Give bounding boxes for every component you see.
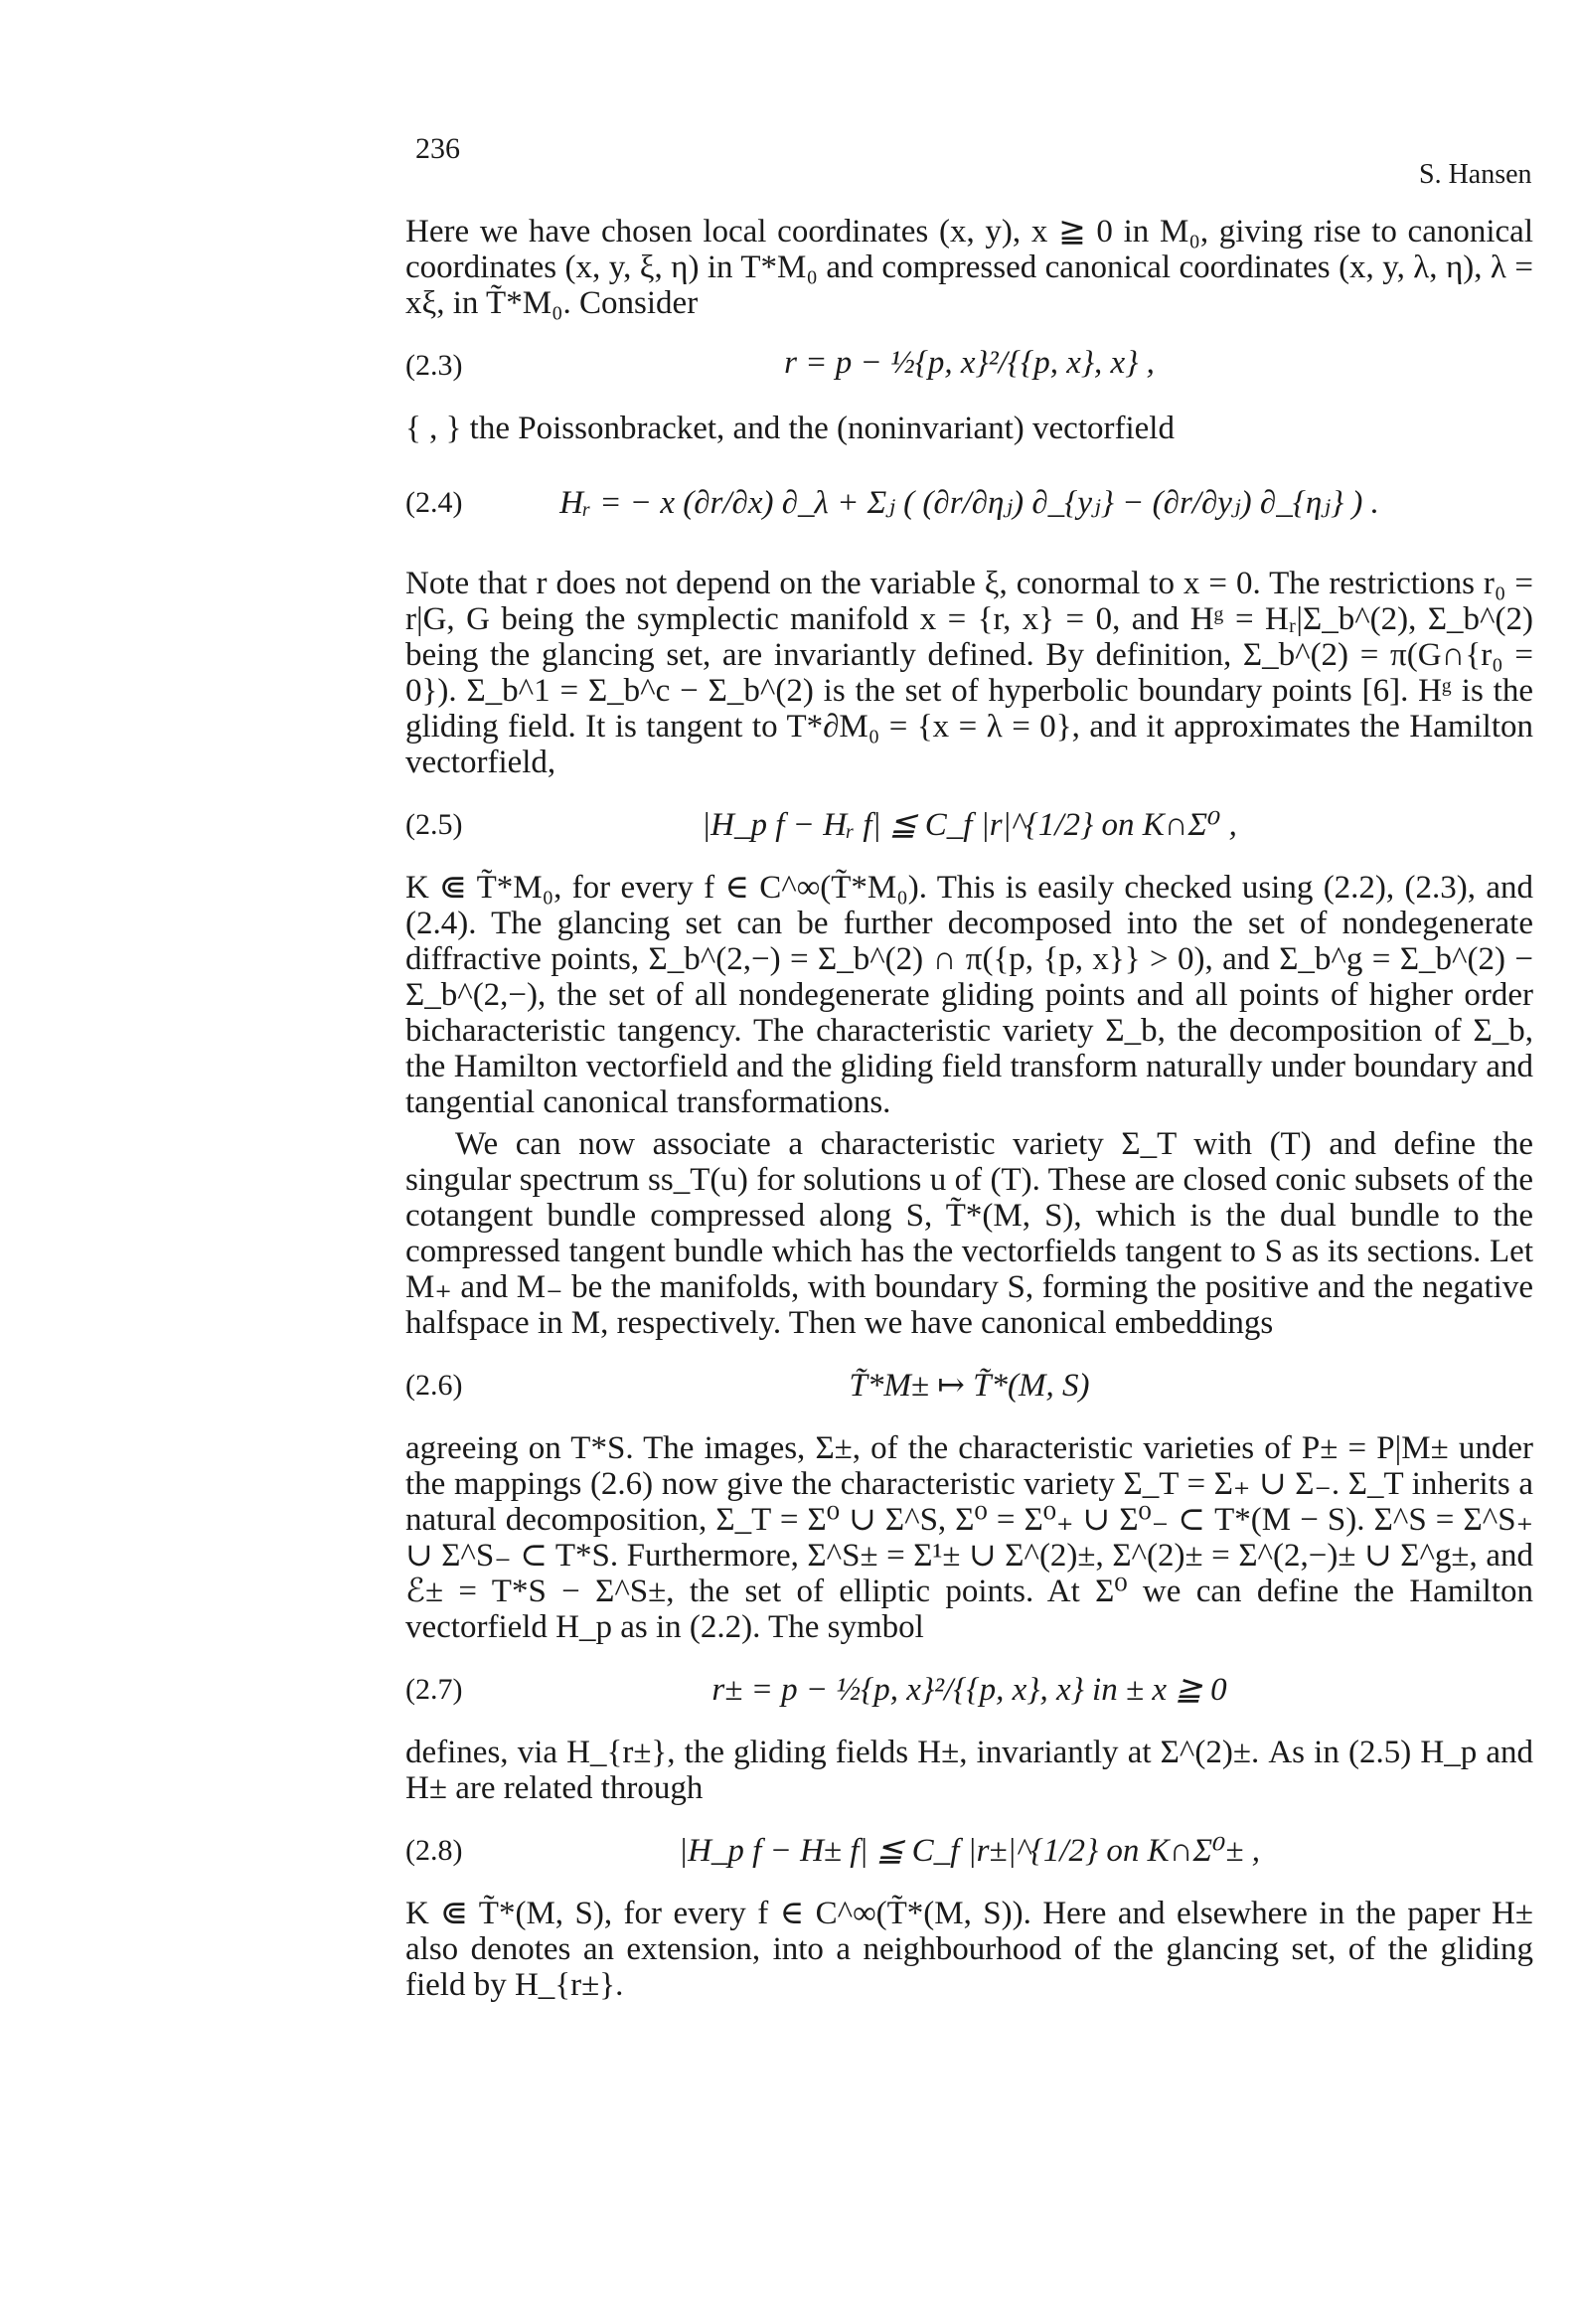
equation-2-3 (405, 331, 1533, 401)
paragraph: Note that r does not depend on the variable ξ, conormal to x = 0. The restrictions r₀ = r|G, G being the symplectic manifold x = {r, x} = 0, and Hᵍ = Hᵣ|Σ_b^(2), Σ_b^(2) being the glancing set, are invariantly defined. By definition, Σ_b^(2) = π(G∩{r₀ = 0}). Σ_b^1 = Σ_b^c − Σ_b^(2) is the set of hyperbolic boundary points [6]. Hᵍ is the gliding field. It is tangent to T*∂M₀ = {x = λ = 0}, and it approximates the Hamilton vectorfield, (405, 566, 1533, 780)
paragraph: agreeing on T*S. The images, Σ±, of the characteristic varieties of P± = P|M± under the mappings (2.6) now give the characteristic variety Σ_T = Σ₊ ∪ Σ₋. Σ_T inherits a natural decomposition, Σ_T = Σ⁰ ∪ Σ^S, Σ⁰ = Σ⁰₊ ∪ Σ⁰₋ ⊂ T*(M − S). Σ^S = Σ^S₊ ∪ Σ^S₋ ⊂ T*S. Furthermore, Σ^S± = Σ¹± ∪ Σ^(2)±, Σ^(2)± = Σ^(2,−)± ∪ Σ^g±, and ℰ± = T*S − Σ^S±, the set of elliptic points. At Σ⁰ we can define the Hamilton vectorfield H_p as in (2.2). The symbol (405, 1430, 1533, 1645)
equation-number: (2.7) (405, 1673, 463, 1706)
paragraph: { , } the Poissonbracket, and the (noninvariant) vectorfield (405, 411, 1175, 446)
equation-number: (2.4) (405, 486, 463, 519)
paragraph: Here we have chosen local coordinates (x, y), x ≧ 0 in M₀, giving rise to canonical coordinates (x, y, ξ, η) in T*M₀ and compressed canonical coordinates (x, y, λ, η), λ = xξ, in T̃*M₀. Consider (405, 214, 1533, 321)
equation-2-4 (405, 456, 1533, 556)
paragraph: defines, via H_{r±}, the gliding fields H±, invariantly at Σ^(2)±. As in (2.5) H_p and H± are related through (405, 1735, 1533, 1806)
equation-number: (2.5) (405, 808, 463, 841)
main-text (405, 214, 1533, 2003)
equation-body: |H_p f − Hᵣ f| ≦ C_f |r|^{1/2} on K∩Σ⁰ , (702, 807, 1237, 843)
paragraph: K ⋐ T̃*(M, S), for every f ∈ C^∞(T̃*(M, S)). Here and elsewhere in the paper H± also denotes an extension, into a neighbourhood of the glancing set, of the gliding field by H_{r±}. (405, 1896, 1533, 2003)
equation-2-5 (405, 790, 1533, 860)
running-header-author: S. Hansen (1419, 159, 1532, 190)
equation-body: T̃*M± ↦ T̃*(M, S) (849, 1368, 1090, 1404)
equation-number: (2.8) (405, 1834, 463, 1867)
equation-body: r± = p − ½{p, x}²/{{p, x}, x} in ± x ≧ 0 (711, 1672, 1227, 1708)
paragraph: We can now associate a characteristic variety Σ_T with (T) and define the singular spectrum ss_T(u) for solutions u of (T). These are closed conic subsets of the cotangent bundle compressed along S, T̃*(M, S), which is the dual bundle to the compressed tangent bundle which has the vectorfields tangent to S as its sections. Let M₊ and M₋ be the manifolds, with boundary S, forming the positive and the negative halfspace in M, respectively. Then we have canonical embeddings (405, 1126, 1533, 1341)
equation-body: r = p − ½{p, x}²/{{p, x}, x} , (784, 345, 1155, 381)
equation-number: (2.6) (405, 1369, 463, 1402)
page-number: 236 (415, 132, 460, 165)
equation-number: (2.3) (405, 349, 463, 382)
equation-2-6 (405, 1351, 1533, 1420)
equation-body: |H_p f − H± f| ≦ C_f |r±|^{1/2} on K∩Σ⁰± , (679, 1833, 1260, 1869)
equation-2-7 (405, 1655, 1533, 1725)
paragraph: K ⋐ T̃*M₀, for every f ∈ C^∞(T̃*M₀). This is easily checked using (2.2), (2.3), and (2.4). The glancing set can be further decomposed into the set of nondegenerate diffractive points, Σ_b^(2,−) = Σ_b^(2) ∩ π({p, {p, x}} > 0), and Σ_b^g = Σ_b^(2) − Σ_b^(2,−), the set of all nondegenerate gliding points and all points of higher order bicharacteristic tangency. The characteristic variety Σ_b, the decomposition of Σ_b, the Hamilton vectorfield and the gliding field transform naturally under boundary and tangential canonical transformations. (405, 870, 1533, 1120)
equation-2-8 (405, 1816, 1533, 1886)
equation-body: Hᵣ = − x (∂r/∂x) ∂_λ + Σⱼ ( (∂r/∂ηⱼ) ∂_{yⱼ} − (∂r/∂yⱼ) ∂_{ηⱼ} ) . (559, 485, 1379, 521)
